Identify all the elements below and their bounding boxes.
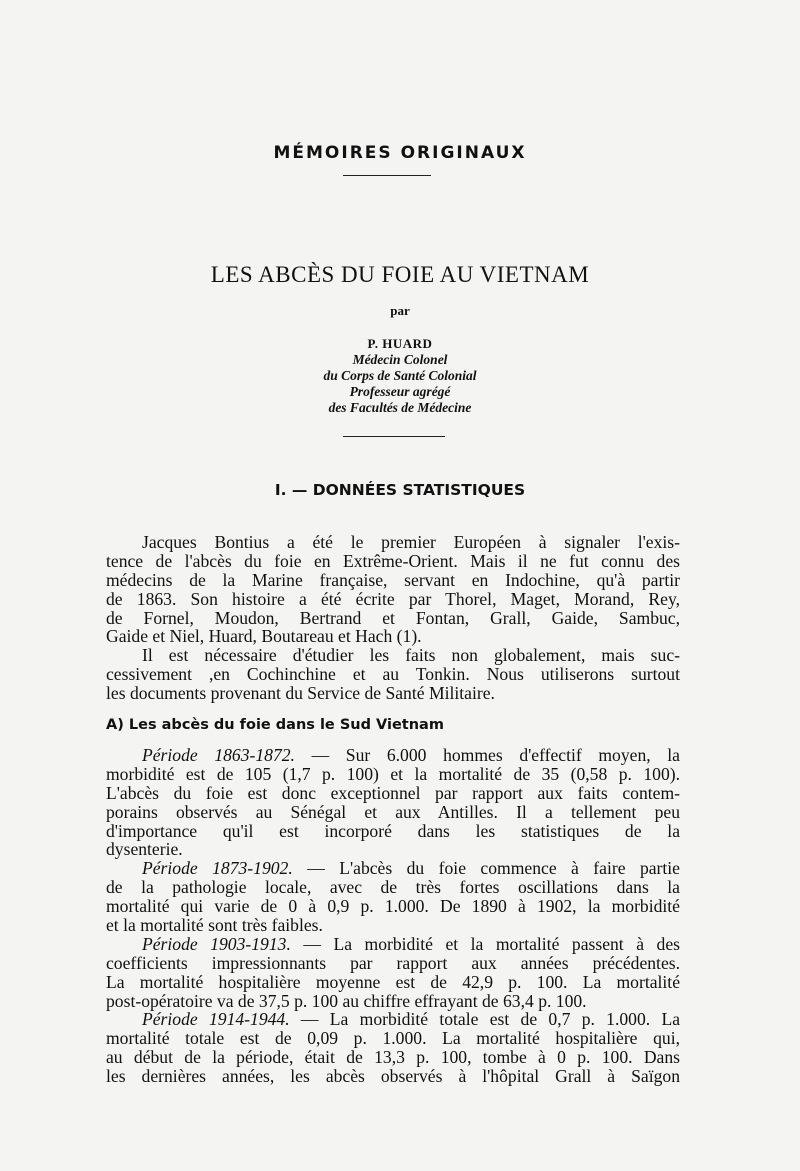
subsection-heading: A) Les abcès du foie dans le Sud Vietnam — [106, 717, 444, 733]
text-line: mortalité qui varie de 0 à 0,9 p. 1.000. De 1890 à 1902, la morbidité — [106, 896, 680, 917]
section-label: MÉMOIRES ORIGINAUX — [273, 143, 527, 163]
text-line: mortalité totale est de 0,09 p. 1.000. La mortalité hospitalière qui, — [106, 1028, 680, 1049]
text-line: et la mortalité sont très faibles. — [106, 915, 323, 936]
text-line: Jacques Bontius a été le premier Européen à signaler l'exis- — [142, 532, 680, 552]
text-line: La mortalité hospitalière moyenne est de 42,9 p. 100. La mortalité — [106, 971, 680, 992]
text-line: dysenterie. — [106, 839, 183, 860]
text-line: Période 1873-1902. — L'abcès du foie commence à faire partie — [142, 858, 680, 879]
text-line: porains observés au Sénégal et aux Antilles. Il a tellement peu — [106, 801, 680, 822]
text-line: de Fornel, Moudon, Bertrand et Fontan, Grall, Gaide, Sambuc, — [106, 607, 680, 628]
affiliation-line: du Corps de Santé Colonial — [323, 368, 477, 383]
text-line: au début de la période, était de 13,3 p. 100, tombe à 0 p. 100. Dans — [106, 1047, 680, 1068]
period-label: Période 1914-1944. — [142, 1009, 290, 1030]
text-line: L'abcès du foie est donc exceptionnel par rapport aux faits contem- — [106, 782, 680, 803]
affiliation-line: des Facultés de Médecine — [328, 400, 472, 415]
text-line: les documents provenant du Service de Santé Militaire. — [106, 683, 495, 704]
text-line: médecins de la Marine française, servant en Indochine, qu'à partir — [106, 569, 680, 590]
text-line: d'importance qu'il est incorporé dans les statistiques de la — [106, 820, 680, 841]
text-line: les dernières années, les abcès observés à l'hôpital Grall à Saïgon — [106, 1066, 680, 1087]
author-name: P. HUARD — [367, 336, 433, 351]
intro-paragraphs — [106, 533, 680, 703]
period-label: Période 1873-1902. — [142, 858, 293, 879]
period-label: Période 1863-1872. — [142, 745, 295, 765]
divider — [343, 175, 431, 176]
text-line: Période 1914-1944. — La morbidité totale est de 0,7 p. 1.000. La — [142, 1009, 680, 1030]
text-line: tence de l'abcès du foie en Extrême-Orient. Mais il ne fut connu des — [106, 550, 680, 571]
text-line: Il est nécessaire d'étudier les faits non globalement, mais suc- — [142, 645, 680, 666]
article-title: LES ABCÈS DU FOIE AU VIETNAM — [210, 262, 590, 287]
text-line: coefficients impressionnants par rapport aux années précédentes. — [106, 952, 680, 973]
text-line: Période 1903-1913. — La morbidité et la mortalité passent à des — [142, 933, 680, 954]
section-heading: I. — DONNÉES STATISTIQUES — [274, 481, 526, 499]
text-line: cessivement ,en Cochinchine et au Tonkin. Nous utiliserons surtout — [106, 664, 680, 685]
period-paragraphs — [106, 746, 680, 1086]
text-line: morbidité est de 105 (1,7 p. 100) et la mortalité de 35 (0,58 p. 100). — [106, 763, 680, 784]
text-line: Gaide et Niel, Huard, Boutareau et Hach (1). — [106, 626, 422, 647]
text-line: post-opératoire va de 37,5 p. 100 au chiffre effrayant de 63,4 p. 100. — [106, 990, 587, 1011]
text-line: Période 1863-1872. — Sur 6.000 hommes d'effectif moyen, la — [142, 745, 680, 765]
divider — [343, 436, 445, 437]
affiliation-line: Professeur agrégé — [349, 384, 451, 399]
affiliation-line: Médecin Colonel — [352, 352, 448, 367]
author-affiliation — [0, 352, 800, 416]
by-line: par — [390, 303, 410, 318]
text-line: de la pathologie locale, avec de très fortes oscillations dans la — [106, 877, 680, 898]
period-label: Période 1903-1913. — [142, 933, 291, 954]
text-line: de 1863. Son histoire a été écrite par Thorel, Maget, Morand, Rey, — [106, 588, 680, 609]
